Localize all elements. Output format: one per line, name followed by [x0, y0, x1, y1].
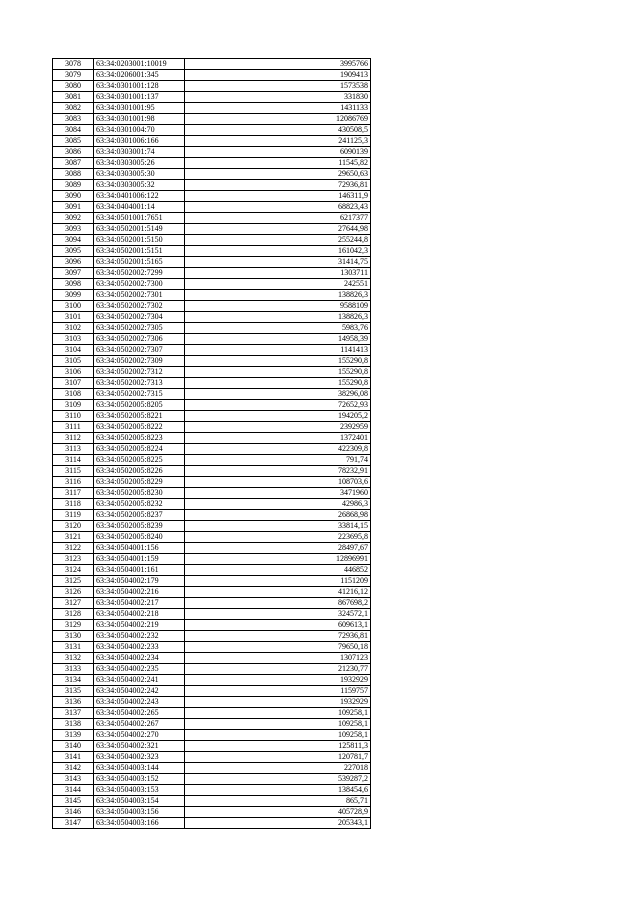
cadastral-number-cell: 63:34:0502005:8225 [94, 455, 185, 466]
cadastral-number-cell: 63:34:0504002:217 [94, 598, 185, 609]
table-row [53, 785, 371, 796]
cadastral-value-cell: 12086769 [185, 114, 371, 125]
cadastral-value-cell: 3471960 [185, 488, 371, 499]
cadastral-value-cell: 79650,18 [185, 642, 371, 653]
row-number-cell: 3118 [53, 499, 94, 510]
cadastral-value-cell: 1307123 [185, 653, 371, 664]
table-row [53, 609, 371, 620]
row-number-cell: 3123 [53, 554, 94, 565]
row-number-cell: 3085 [53, 136, 94, 147]
row-number-cell: 3142 [53, 763, 94, 774]
row-number-cell: 3097 [53, 268, 94, 279]
table-row [53, 532, 371, 543]
row-number-cell: 3113 [53, 444, 94, 455]
table-row [53, 719, 371, 730]
cadastral-number-cell: 63:34:0504002:235 [94, 664, 185, 675]
row-number-cell: 3134 [53, 675, 94, 686]
cadastral-number-cell: 63:34:0303005:30 [94, 169, 185, 180]
table-row [53, 554, 371, 565]
cadastral-number-cell: 63:34:0504002:234 [94, 653, 185, 664]
cadastral-number-cell: 63:34:0504002:219 [94, 620, 185, 631]
cadastral-number-cell: 63:34:0502002:7313 [94, 378, 185, 389]
cadastral-value-cell: 155290,8 [185, 378, 371, 389]
row-number-cell: 3083 [53, 114, 94, 125]
table-row [53, 708, 371, 719]
cadastral-value-cell: 1141413 [185, 345, 371, 356]
cadastral-number-cell: 63:34:0502001:5150 [94, 235, 185, 246]
row-number-cell: 3088 [53, 169, 94, 180]
row-number-cell: 3089 [53, 180, 94, 191]
table-row [53, 389, 371, 400]
row-number-cell: 3102 [53, 323, 94, 334]
cadastral-number-cell: 63:34:0303005:26 [94, 158, 185, 169]
table-row [53, 455, 371, 466]
table-row [53, 312, 371, 323]
cadastral-value-cell: 21230,77 [185, 664, 371, 675]
cadastral-number-cell: 63:34:0301001:137 [94, 92, 185, 103]
table-row [53, 356, 371, 367]
row-number-cell: 3101 [53, 312, 94, 323]
table-row [53, 444, 371, 455]
row-number-cell: 3128 [53, 609, 94, 620]
cadastral-value-cell: 1151209 [185, 576, 371, 587]
row-number-cell: 3139 [53, 730, 94, 741]
cadastral-number-cell: 63:34:0502005:8230 [94, 488, 185, 499]
row-number-cell: 3116 [53, 477, 94, 488]
table-body [53, 59, 371, 829]
table-row [53, 323, 371, 334]
row-number-cell: 3108 [53, 389, 94, 400]
table-row [53, 279, 371, 290]
cadastral-value-cell: 155290,8 [185, 356, 371, 367]
table-row [53, 114, 371, 125]
cadastral-value-cell: 242551 [185, 279, 371, 290]
cadastral-value-cell: 12896991 [185, 554, 371, 565]
table-row [53, 103, 371, 114]
cadastral-value-cell: 331830 [185, 92, 371, 103]
cadastral-value-cell: 609613,1 [185, 620, 371, 631]
cadastral-number-cell: 63:34:0303001:74 [94, 147, 185, 158]
cadastral-number-cell: 63:34:0502005:8226 [94, 466, 185, 477]
cadastral-value-cell: 1372401 [185, 433, 371, 444]
cadastral-number-cell: 63:34:0504003:154 [94, 796, 185, 807]
row-number-cell: 3098 [53, 279, 94, 290]
cadastral-value-cell: 9588109 [185, 301, 371, 312]
cadastral-value-cell: 1303711 [185, 268, 371, 279]
table-row [53, 301, 371, 312]
cadastral-number-cell: 63:34:0504002:179 [94, 576, 185, 587]
row-number-cell: 3105 [53, 356, 94, 367]
row-number-cell: 3132 [53, 653, 94, 664]
row-number-cell: 3130 [53, 631, 94, 642]
table-row [53, 290, 371, 301]
table-row [53, 268, 371, 279]
cadastral-value-cell: 446852 [185, 565, 371, 576]
cadastral-value-cell: 3995766 [185, 59, 371, 70]
row-number-cell: 3091 [53, 202, 94, 213]
row-number-cell: 3090 [53, 191, 94, 202]
cadastral-number-cell: 63:34:0504001:156 [94, 543, 185, 554]
cadastral-number-cell: 63:34:0301006:166 [94, 136, 185, 147]
table-row [53, 191, 371, 202]
table-row [53, 246, 371, 257]
cadastral-value-cell: 38296,08 [185, 389, 371, 400]
row-number-cell: 3084 [53, 125, 94, 136]
table-row [53, 158, 371, 169]
cadastral-value-cell: 72652,93 [185, 400, 371, 411]
cadastral-value-cell: 26868,98 [185, 510, 371, 521]
cadastral-number-cell: 63:34:0502001:5151 [94, 246, 185, 257]
table-row [53, 59, 371, 70]
row-number-cell: 3109 [53, 400, 94, 411]
cadastral-value-cell: 41216,12 [185, 587, 371, 598]
table-row [53, 499, 371, 510]
table-row [53, 378, 371, 389]
cadastral-value-cell: 227018 [185, 763, 371, 774]
row-number-cell: 3081 [53, 92, 94, 103]
cadastral-number-cell: 63:34:0504001:161 [94, 565, 185, 576]
row-number-cell: 3117 [53, 488, 94, 499]
table-row [53, 675, 371, 686]
cadastral-number-cell: 63:34:0502002:7305 [94, 323, 185, 334]
cadastral-value-cell: 29650,63 [185, 169, 371, 180]
cadastral-number-cell: 63:34:0504003:144 [94, 763, 185, 774]
cadastral-value-cell: 28497,67 [185, 543, 371, 554]
cadastral-value-cell: 405728,9 [185, 807, 371, 818]
cadastral-value-cell: 138826,3 [185, 312, 371, 323]
table-row [53, 741, 371, 752]
cadastral-value-cell: 33814,15 [185, 521, 371, 532]
cadastral-value-cell: 125811,3 [185, 741, 371, 752]
table-row [53, 598, 371, 609]
cadastral-number-cell: 63:34:0502001:5165 [94, 257, 185, 268]
cadastral-value-cell: 867698,2 [185, 598, 371, 609]
row-number-cell: 3135 [53, 686, 94, 697]
cadastral-value-cell: 1932929 [185, 675, 371, 686]
table-row [53, 807, 371, 818]
cadastral-number-cell: 63:34:0206001:345 [94, 70, 185, 81]
table-row [53, 543, 371, 554]
cadastral-number-cell: 63:34:0504003:152 [94, 774, 185, 785]
table-row [53, 367, 371, 378]
table-row [53, 136, 371, 147]
cadastral-value-cell: 2392959 [185, 422, 371, 433]
table-row [53, 488, 371, 499]
table-row [53, 81, 371, 92]
table-row [53, 147, 371, 158]
cadastral-value-cell: 11545,82 [185, 158, 371, 169]
cadastral-value-cell: 1159757 [185, 686, 371, 697]
cadastral-value-cell: 155290,8 [185, 367, 371, 378]
table-row [53, 411, 371, 422]
row-number-cell: 3140 [53, 741, 94, 752]
row-number-cell: 3143 [53, 774, 94, 785]
row-number-cell: 3111 [53, 422, 94, 433]
cadastral-value-table [52, 58, 371, 829]
cadastral-number-cell: 63:34:0404001:14 [94, 202, 185, 213]
table-row [53, 202, 371, 213]
cadastral-value-cell: 791,74 [185, 455, 371, 466]
cadastral-number-cell: 63:34:0504002:265 [94, 708, 185, 719]
cadastral-number-cell: 63:34:0504002:270 [94, 730, 185, 741]
table-row [53, 763, 371, 774]
cadastral-number-cell: 63:34:0502002:7315 [94, 389, 185, 400]
cadastral-value-cell: 109258,1 [185, 730, 371, 741]
cadastral-number-cell: 63:34:0502002:7312 [94, 367, 185, 378]
table-row [53, 433, 371, 444]
cadastral-number-cell: 63:34:0504002:233 [94, 642, 185, 653]
row-number-cell: 3110 [53, 411, 94, 422]
cadastral-number-cell: 63:34:0504002:232 [94, 631, 185, 642]
table-row [53, 422, 371, 433]
table-row [53, 235, 371, 246]
cadastral-value-cell: 1932929 [185, 697, 371, 708]
row-number-cell: 3104 [53, 345, 94, 356]
row-number-cell: 3086 [53, 147, 94, 158]
cadastral-value-cell: 109258,1 [185, 708, 371, 719]
cadastral-value-cell: 6217377 [185, 213, 371, 224]
row-number-cell: 3092 [53, 213, 94, 224]
cadastral-value-cell: 138826,3 [185, 290, 371, 301]
table-row [53, 477, 371, 488]
cadastral-value-cell: 865,71 [185, 796, 371, 807]
table-row [53, 620, 371, 631]
cadastral-number-cell: 63:34:0502001:5149 [94, 224, 185, 235]
row-number-cell: 3125 [53, 576, 94, 587]
table-row [53, 686, 371, 697]
row-number-cell: 3126 [53, 587, 94, 598]
row-number-cell: 3103 [53, 334, 94, 345]
row-number-cell: 3087 [53, 158, 94, 169]
table-row [53, 466, 371, 477]
cadastral-value-cell: 255244,8 [185, 235, 371, 246]
row-number-cell: 3141 [53, 752, 94, 763]
row-number-cell: 3137 [53, 708, 94, 719]
cadastral-number-cell: 63:34:0504002:242 [94, 686, 185, 697]
row-number-cell: 3136 [53, 697, 94, 708]
cadastral-value-cell: 6090139 [185, 147, 371, 158]
cadastral-number-cell: 63:34:0301001:95 [94, 103, 185, 114]
table-row [53, 125, 371, 136]
cadastral-number-cell: 63:34:0504003:153 [94, 785, 185, 796]
row-number-cell: 3112 [53, 433, 94, 444]
table-row [53, 818, 371, 829]
cadastral-number-cell: 63:34:0301001:98 [94, 114, 185, 125]
cadastral-value-cell: 78232,91 [185, 466, 371, 477]
cadastral-number-cell: 63:34:0502005:8222 [94, 422, 185, 433]
cadastral-number-cell: 63:34:0502002:7300 [94, 279, 185, 290]
table-row [53, 752, 371, 763]
cadastral-number-cell: 63:34:0203001:10019 [94, 59, 185, 70]
cadastral-value-cell: 68823,43 [185, 202, 371, 213]
cadastral-number-cell: 63:34:0504001:159 [94, 554, 185, 565]
cadastral-number-cell: 63:34:0502002:7304 [94, 312, 185, 323]
row-number-cell: 3146 [53, 807, 94, 818]
cadastral-value-cell: 430508,5 [185, 125, 371, 136]
table-row [53, 730, 371, 741]
cadastral-value-cell: 108703,6 [185, 477, 371, 488]
row-number-cell: 3133 [53, 664, 94, 675]
table-row [53, 257, 371, 268]
cadastral-number-cell: 63:34:0502005:8239 [94, 521, 185, 532]
cadastral-number-cell: 63:34:0502005:8237 [94, 510, 185, 521]
table-row [53, 334, 371, 345]
row-number-cell: 3115 [53, 466, 94, 477]
row-number-cell: 3147 [53, 818, 94, 829]
cadastral-number-cell: 63:34:0502005:8205 [94, 400, 185, 411]
cadastral-value-cell: 146311,9 [185, 191, 371, 202]
table-row [53, 631, 371, 642]
cadastral-number-cell: 63:34:0301001:128 [94, 81, 185, 92]
table-row [53, 400, 371, 411]
cadastral-number-cell: 63:34:0502002:7302 [94, 301, 185, 312]
table-row [53, 664, 371, 675]
row-number-cell: 3093 [53, 224, 94, 235]
cadastral-number-cell: 63:34:0502005:8229 [94, 477, 185, 488]
cadastral-number-cell: 63:34:0504002:323 [94, 752, 185, 763]
cadastral-number-cell: 63:34:0504002:241 [94, 675, 185, 686]
table-row [53, 92, 371, 103]
row-number-cell: 3121 [53, 532, 94, 543]
cadastral-value-cell: 1431133 [185, 103, 371, 114]
cadastral-number-cell: 63:34:0502002:7301 [94, 290, 185, 301]
cadastral-number-cell: 63:34:0502002:7307 [94, 345, 185, 356]
table-row [53, 169, 371, 180]
row-number-cell: 3144 [53, 785, 94, 796]
cadastral-value-cell: 241125,3 [185, 136, 371, 147]
cadastral-number-cell: 63:34:0502005:8240 [94, 532, 185, 543]
cadastral-value-cell: 205343,1 [185, 818, 371, 829]
table-row [53, 576, 371, 587]
cadastral-value-cell: 223695,8 [185, 532, 371, 543]
cadastral-number-cell: 63:34:0504002:243 [94, 697, 185, 708]
cadastral-number-cell: 63:34:0502002:7306 [94, 334, 185, 345]
cadastral-number-cell: 63:34:0501001:7651 [94, 213, 185, 224]
row-number-cell: 3096 [53, 257, 94, 268]
cadastral-value-cell: 72936,81 [185, 180, 371, 191]
cadastral-number-cell: 63:34:0502005:8223 [94, 433, 185, 444]
row-number-cell: 3099 [53, 290, 94, 301]
row-number-cell: 3138 [53, 719, 94, 730]
cadastral-number-cell: 63:34:0303005:32 [94, 180, 185, 191]
table-row [53, 774, 371, 785]
row-number-cell: 3095 [53, 246, 94, 257]
cadastral-number-cell: 63:34:0504002:216 [94, 587, 185, 598]
table-row [53, 70, 371, 81]
row-number-cell: 3124 [53, 565, 94, 576]
row-number-cell: 3131 [53, 642, 94, 653]
table-row [53, 642, 371, 653]
table-row [53, 224, 371, 235]
cadastral-value-cell: 539287,2 [185, 774, 371, 785]
cadastral-value-cell: 324572,1 [185, 609, 371, 620]
cadastral-value-cell: 138454,6 [185, 785, 371, 796]
row-number-cell: 3120 [53, 521, 94, 532]
table-row [53, 521, 371, 532]
cadastral-number-cell: 63:34:0401006:122 [94, 191, 185, 202]
cadastral-number-cell: 63:34:0301004:70 [94, 125, 185, 136]
row-number-cell: 3119 [53, 510, 94, 521]
cadastral-number-cell: 63:34:0504003:156 [94, 807, 185, 818]
row-number-cell: 3100 [53, 301, 94, 312]
cadastral-number-cell: 63:34:0502005:8221 [94, 411, 185, 422]
cadastral-value-cell: 1909413 [185, 70, 371, 81]
cadastral-value-cell: 31414,75 [185, 257, 371, 268]
row-number-cell: 3114 [53, 455, 94, 466]
cadastral-number-cell: 63:34:0504002:218 [94, 609, 185, 620]
row-number-cell: 3107 [53, 378, 94, 389]
table-row [53, 180, 371, 191]
row-number-cell: 3080 [53, 81, 94, 92]
cadastral-value-cell: 194205,2 [185, 411, 371, 422]
cadastral-value-cell: 5983,76 [185, 323, 371, 334]
table-row [53, 565, 371, 576]
cadastral-value-cell: 109258,1 [185, 719, 371, 730]
cadastral-value-cell: 120781,7 [185, 752, 371, 763]
row-number-cell: 3145 [53, 796, 94, 807]
cadastral-number-cell: 63:34:0504003:166 [94, 818, 185, 829]
table-row [53, 796, 371, 807]
row-number-cell: 3078 [53, 59, 94, 70]
cadastral-number-cell: 63:34:0504002:321 [94, 741, 185, 752]
row-number-cell: 3127 [53, 598, 94, 609]
row-number-cell: 3129 [53, 620, 94, 631]
table-row [53, 587, 371, 598]
table-row [53, 697, 371, 708]
cadastral-number-cell: 63:34:0504002:267 [94, 719, 185, 730]
cadastral-value-cell: 161042,3 [185, 246, 371, 257]
table-row [53, 213, 371, 224]
cadastral-number-cell: 63:34:0502005:8232 [94, 499, 185, 510]
cadastral-value-cell: 422309,8 [185, 444, 371, 455]
cadastral-value-cell: 27644,98 [185, 224, 371, 235]
row-number-cell: 3122 [53, 543, 94, 554]
cadastral-number-cell: 63:34:0502002:7299 [94, 268, 185, 279]
row-number-cell: 3106 [53, 367, 94, 378]
row-number-cell: 3079 [53, 70, 94, 81]
cadastral-value-cell: 1573538 [185, 81, 371, 92]
row-number-cell: 3082 [53, 103, 94, 114]
cadastral-number-cell: 63:34:0502002:7309 [94, 356, 185, 367]
table-row [53, 510, 371, 521]
cadastral-value-cell: 42986,3 [185, 499, 371, 510]
table-row [53, 653, 371, 664]
cadastral-value-cell: 14958,39 [185, 334, 371, 345]
cadastral-number-cell: 63:34:0502005:8224 [94, 444, 185, 455]
cadastral-value-cell: 72936,81 [185, 631, 371, 642]
table-row [53, 345, 371, 356]
row-number-cell: 3094 [53, 235, 94, 246]
